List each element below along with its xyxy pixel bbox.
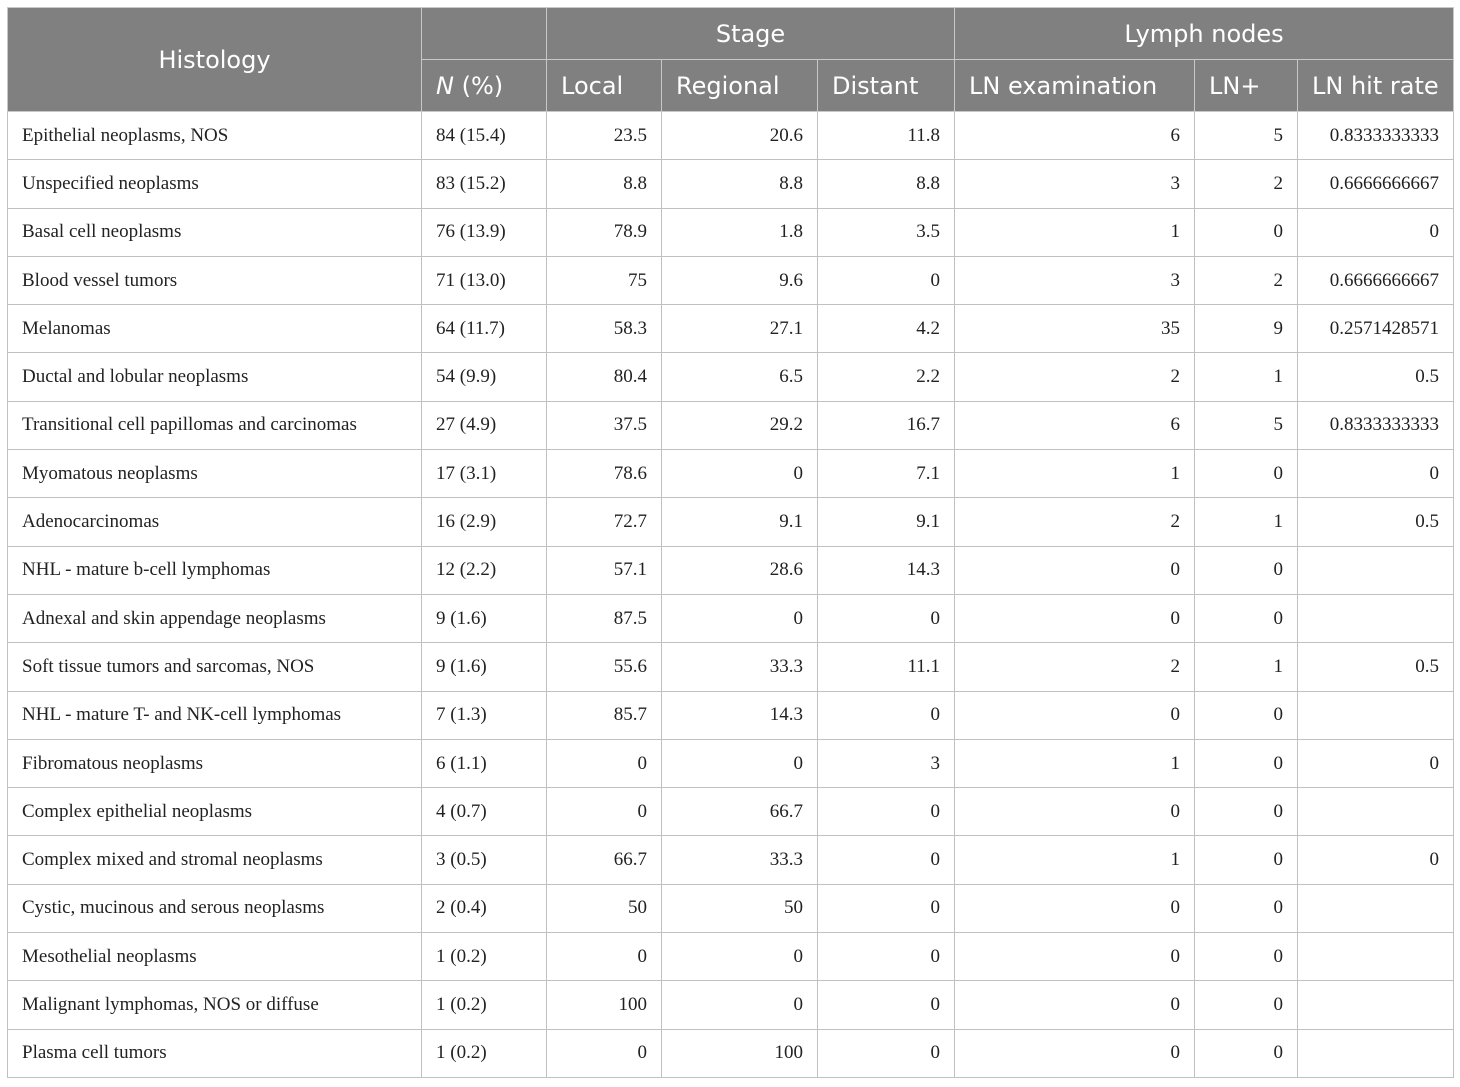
cell-distant: 0 — [818, 1029, 955, 1077]
table-row — [8, 643, 1454, 691]
cell-distant: 3 — [818, 739, 955, 787]
cell-ln-examination: 0 — [955, 981, 1195, 1029]
cell-ln-examination: 2 — [955, 643, 1195, 691]
cell-ln-examination: 1 — [955, 739, 1195, 787]
cell-local: 100 — [547, 981, 662, 1029]
cell-distant: 0 — [818, 836, 955, 884]
cell-ln-positive: 0 — [1195, 546, 1298, 594]
cell-ln-hit-rate: 0.8333333333 — [1298, 401, 1454, 449]
cell-regional: 9.6 — [662, 256, 818, 304]
table-row — [8, 401, 1454, 449]
table-row — [8, 208, 1454, 256]
cell-ln-positive: 1 — [1195, 498, 1298, 546]
header-histology: Histology — [8, 8, 422, 112]
table-row — [8, 256, 1454, 304]
cell-distant: 11.1 — [818, 643, 955, 691]
cell-ln-hit-rate — [1298, 933, 1454, 981]
cell-n-percent: 2 (0.4) — [422, 884, 547, 932]
cell-ln-positive: 0 — [1195, 836, 1298, 884]
cell-ln-examination: 1 — [955, 208, 1195, 256]
cell-histology: Ductal and lobular neoplasms — [8, 353, 422, 401]
cell-regional: 9.1 — [662, 498, 818, 546]
cell-ln-examination: 0 — [955, 1029, 1195, 1077]
cell-n-percent: 27 (4.9) — [422, 401, 547, 449]
cell-histology: Blood vessel tumors — [8, 256, 422, 304]
cell-local: 78.9 — [547, 208, 662, 256]
cell-distant: 0 — [818, 981, 955, 1029]
cell-ln-positive: 2 — [1195, 256, 1298, 304]
cell-regional: 6.5 — [662, 353, 818, 401]
cell-local: 66.7 — [547, 836, 662, 884]
cell-ln-positive: 0 — [1195, 739, 1298, 787]
table-row — [8, 160, 1454, 208]
cell-n-percent: 1 (0.2) — [422, 1029, 547, 1077]
table-row — [8, 933, 1454, 981]
cell-ln-hit-rate — [1298, 981, 1454, 1029]
cell-ln-examination: 2 — [955, 498, 1195, 546]
cell-histology: Unspecified neoplasms — [8, 160, 422, 208]
table-body — [8, 112, 1454, 1078]
cell-histology: Plasma cell tumors — [8, 1029, 422, 1077]
table-row — [8, 498, 1454, 546]
cell-regional: 0 — [662, 933, 818, 981]
cell-regional: 29.2 — [662, 401, 818, 449]
cell-local: 55.6 — [547, 643, 662, 691]
cell-distant: 14.3 — [818, 546, 955, 594]
cell-ln-hit-rate — [1298, 691, 1454, 739]
cell-ln-positive: 0 — [1195, 788, 1298, 836]
header-pct: (%) — [453, 71, 504, 100]
cell-ln-examination: 0 — [955, 691, 1195, 739]
cell-ln-examination: 0 — [955, 594, 1195, 642]
cell-ln-hit-rate: 0.8333333333 — [1298, 112, 1454, 160]
cell-ln-hit-rate: 0.6666666667 — [1298, 160, 1454, 208]
cell-histology: Fibromatous neoplasms — [8, 739, 422, 787]
cell-regional: 33.3 — [662, 643, 818, 691]
cell-distant: 4.2 — [818, 305, 955, 353]
cell-ln-positive: 2 — [1195, 160, 1298, 208]
cell-n-percent: 54 (9.9) — [422, 353, 547, 401]
cell-n-percent: 83 (15.2) — [422, 160, 547, 208]
header-local: Local — [547, 60, 662, 112]
cell-histology: Adnexal and skin appendage neoplasms — [8, 594, 422, 642]
cell-local: 37.5 — [547, 401, 662, 449]
cell-regional: 1.8 — [662, 208, 818, 256]
cell-regional: 0 — [662, 594, 818, 642]
cell-regional: 50 — [662, 884, 818, 932]
cell-n-percent: 6 (1.1) — [422, 739, 547, 787]
cell-ln-hit-rate — [1298, 1029, 1454, 1077]
cell-ln-hit-rate — [1298, 546, 1454, 594]
table-row — [8, 112, 1454, 160]
cell-regional: 0 — [662, 739, 818, 787]
cell-ln-hit-rate: 0 — [1298, 836, 1454, 884]
cell-ln-examination: 0 — [955, 933, 1195, 981]
header-lymph-nodes: Lymph nodes — [955, 8, 1454, 60]
cell-ln-positive: 1 — [1195, 353, 1298, 401]
header-n-letter: N — [436, 71, 454, 100]
cell-n-percent: 84 (15.4) — [422, 112, 547, 160]
cell-n-percent: 3 (0.5) — [422, 836, 547, 884]
cell-ln-examination: 35 — [955, 305, 1195, 353]
cell-regional: 28.6 — [662, 546, 818, 594]
table-header — [8, 8, 1454, 112]
cell-n-percent: 9 (1.6) — [422, 643, 547, 691]
cell-ln-hit-rate: 0 — [1298, 208, 1454, 256]
cell-local: 0 — [547, 739, 662, 787]
table-row — [8, 981, 1454, 1029]
table-row — [8, 884, 1454, 932]
cell-local: 23.5 — [547, 112, 662, 160]
cell-ln-examination: 0 — [955, 546, 1195, 594]
cell-ln-hit-rate: 0.5 — [1298, 643, 1454, 691]
header-blank — [422, 8, 547, 60]
cell-ln-examination: 6 — [955, 401, 1195, 449]
header-ln-positive: LN+ — [1195, 60, 1298, 112]
table-row — [8, 305, 1454, 353]
cell-histology: Malignant lymphomas, NOS or diffuse — [8, 981, 422, 1029]
cell-ln-hit-rate: 0.6666666667 — [1298, 256, 1454, 304]
cell-histology: Epithelial neoplasms, NOS — [8, 112, 422, 160]
table-row — [8, 546, 1454, 594]
cell-ln-positive: 1 — [1195, 643, 1298, 691]
cell-regional: 100 — [662, 1029, 818, 1077]
table-row — [8, 739, 1454, 787]
cell-ln-hit-rate: 0 — [1298, 739, 1454, 787]
cell-regional: 14.3 — [662, 691, 818, 739]
cell-distant: 3.5 — [818, 208, 955, 256]
header-stage: Stage — [547, 8, 955, 60]
cell-local: 72.7 — [547, 498, 662, 546]
histology-table — [7, 7, 1454, 1078]
cell-histology: Mesothelial neoplasms — [8, 933, 422, 981]
cell-regional: 27.1 — [662, 305, 818, 353]
cell-distant: 7.1 — [818, 450, 955, 498]
cell-distant: 0 — [818, 933, 955, 981]
cell-local: 50 — [547, 884, 662, 932]
cell-histology: Adenocarcinomas — [8, 498, 422, 546]
cell-distant: 0 — [818, 594, 955, 642]
cell-n-percent: 76 (13.9) — [422, 208, 547, 256]
cell-distant: 2.2 — [818, 353, 955, 401]
cell-n-percent: 64 (11.7) — [422, 305, 547, 353]
cell-distant: 0 — [818, 691, 955, 739]
cell-ln-positive: 9 — [1195, 305, 1298, 353]
cell-ln-examination: 6 — [955, 112, 1195, 160]
cell-ln-examination: 0 — [955, 788, 1195, 836]
table-row — [8, 788, 1454, 836]
cell-regional: 8.8 — [662, 160, 818, 208]
table-row — [8, 353, 1454, 401]
cell-distant: 0 — [818, 884, 955, 932]
cell-ln-positive: 0 — [1195, 884, 1298, 932]
cell-local: 80.4 — [547, 353, 662, 401]
cell-n-percent: 1 (0.2) — [422, 981, 547, 1029]
cell-n-percent: 1 (0.2) — [422, 933, 547, 981]
cell-distant: 11.8 — [818, 112, 955, 160]
cell-regional: 20.6 — [662, 112, 818, 160]
cell-histology: Transitional cell papillomas and carcinomas — [8, 401, 422, 449]
cell-ln-examination: 3 — [955, 160, 1195, 208]
cell-n-percent: 7 (1.3) — [422, 691, 547, 739]
cell-ln-examination: 1 — [955, 836, 1195, 884]
cell-ln-hit-rate — [1298, 594, 1454, 642]
header-regional: Regional — [662, 60, 818, 112]
cell-histology: NHL - mature T- and NK-cell lymphomas — [8, 691, 422, 739]
cell-local: 87.5 — [547, 594, 662, 642]
cell-n-percent: 9 (1.6) — [422, 594, 547, 642]
header-ln-hit-rate: LN hit rate — [1298, 60, 1454, 112]
cell-distant: 8.8 — [818, 160, 955, 208]
cell-n-percent: 4 (0.7) — [422, 788, 547, 836]
cell-distant: 16.7 — [818, 401, 955, 449]
cell-ln-hit-rate — [1298, 884, 1454, 932]
cell-n-percent: 16 (2.9) — [422, 498, 547, 546]
cell-regional: 66.7 — [662, 788, 818, 836]
cell-ln-hit-rate: 0.5 — [1298, 498, 1454, 546]
cell-ln-positive: 0 — [1195, 691, 1298, 739]
cell-local: 0 — [547, 1029, 662, 1077]
table-row — [8, 1029, 1454, 1077]
cell-distant: 9.1 — [818, 498, 955, 546]
cell-ln-positive: 0 — [1195, 981, 1298, 1029]
cell-ln-hit-rate: 0 — [1298, 450, 1454, 498]
cell-regional: 0 — [662, 981, 818, 1029]
cell-histology: Melanomas — [8, 305, 422, 353]
cell-local: 8.8 — [547, 160, 662, 208]
header-n-percent — [422, 60, 547, 112]
cell-regional: 0 — [662, 450, 818, 498]
cell-ln-positive: 0 — [1195, 594, 1298, 642]
cell-local: 78.6 — [547, 450, 662, 498]
cell-ln-positive: 0 — [1195, 208, 1298, 256]
cell-histology: Complex mixed and stromal neoplasms — [8, 836, 422, 884]
cell-distant: 0 — [818, 256, 955, 304]
cell-n-percent: 12 (2.2) — [422, 546, 547, 594]
cell-distant: 0 — [818, 788, 955, 836]
cell-regional: 33.3 — [662, 836, 818, 884]
cell-histology: Basal cell neoplasms — [8, 208, 422, 256]
cell-local: 85.7 — [547, 691, 662, 739]
cell-ln-hit-rate — [1298, 788, 1454, 836]
cell-ln-examination: 3 — [955, 256, 1195, 304]
table-row — [8, 450, 1454, 498]
cell-ln-positive: 5 — [1195, 401, 1298, 449]
header-distant: Distant — [818, 60, 955, 112]
cell-local: 0 — [547, 788, 662, 836]
cell-ln-positive: 0 — [1195, 933, 1298, 981]
cell-histology: Myomatous neoplasms — [8, 450, 422, 498]
header-ln-examination: LN examination — [955, 60, 1195, 112]
cell-ln-examination: 2 — [955, 353, 1195, 401]
cell-local: 0 — [547, 933, 662, 981]
cell-local: 57.1 — [547, 546, 662, 594]
cell-n-percent: 71 (13.0) — [422, 256, 547, 304]
cell-ln-positive: 5 — [1195, 112, 1298, 160]
cell-local: 58.3 — [547, 305, 662, 353]
table-row — [8, 594, 1454, 642]
cell-histology: Cystic, mucinous and serous neoplasms — [8, 884, 422, 932]
table-row — [8, 691, 1454, 739]
cell-histology: Soft tissue tumors and sarcomas, NOS — [8, 643, 422, 691]
cell-ln-positive: 0 — [1195, 450, 1298, 498]
cell-histology: Complex epithelial neoplasms — [8, 788, 422, 836]
cell-ln-positive: 0 — [1195, 1029, 1298, 1077]
cell-ln-hit-rate: 0.2571428571 — [1298, 305, 1454, 353]
cell-n-percent: 17 (3.1) — [422, 450, 547, 498]
cell-histology: NHL - mature b-cell lymphomas — [8, 546, 422, 594]
cell-local: 75 — [547, 256, 662, 304]
cell-ln-examination: 0 — [955, 884, 1195, 932]
cell-ln-examination: 1 — [955, 450, 1195, 498]
table-row — [8, 836, 1454, 884]
cell-ln-hit-rate: 0.5 — [1298, 353, 1454, 401]
